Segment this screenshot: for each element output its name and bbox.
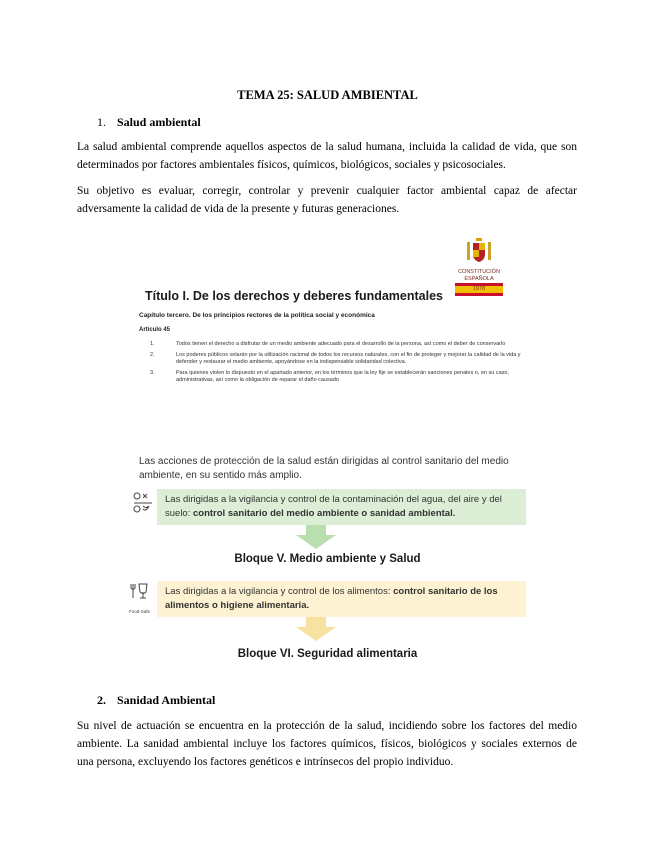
text-line: ambiente. La sanidad ambiental incluye los factores químicos, físicos, biológicos y sociales externos de [77,738,577,750]
text-line: determinados por factores ambientales físicos, químicos, biológicos, sociales y psicosociales. [77,159,506,171]
food-control-box [157,581,526,617]
coat-of-arms-icon [464,238,494,264]
bloque-vi-label: Bloque VI. Seguridad alimentaria [237,648,418,660]
text-line: Su nivel de actuación se encuentra en la protección de la salud, incidiendo sobre los factores del medio [77,720,577,732]
item-number: 1. [150,341,155,347]
box-bold-text: control sanitario de los alimentos o higiene alimentaria. [165,586,498,611]
section-number: 2. [97,693,106,707]
figure-title: Título I. De los derechos y deberes fundamentales [145,289,443,303]
box-text: Las dirigidas a la vigilancia y control de la contaminación del agua, del aire y del suelo: [165,494,502,519]
down-arrow-green-icon [294,525,338,549]
article-item [150,370,530,385]
paragraph-definition [77,138,577,174]
section-heading-text: Sanidad Ambiental [117,693,216,707]
article-item [150,341,530,349]
article-label: Artículo 45 [139,327,171,333]
paragraph-objective [77,182,577,218]
food-safe-caption: Food-Safe [129,609,151,614]
article-item [150,352,530,367]
food-safe-icon [129,582,153,614]
environment-icon [132,491,154,517]
item-text: Los poderes públicos velarán por la utilización racional de todos los recursos naturales, con el fin de proteger y mejorar la calidad de la vida y defender y restaurar el medio ambiente, apoyándose en la indispensable solidaridad colectiva. [176,351,521,365]
box-bold-text: control sanitario del medio ambiente o sanidad ambiental. [193,508,456,519]
down-arrow-yellow-icon [294,617,338,641]
figure-intro: Las acciones de protección de la salud están dirigidas al control sanitario del medio ambiente, en su sentido más amplio. [139,456,509,481]
flag-stripe [455,293,503,296]
section-number: 1. [97,115,106,129]
section-1-heading [97,115,201,130]
constitution-crest [455,238,503,296]
item-number: 3. [150,369,155,376]
section-heading-text: Salud ambiental [117,115,201,129]
item-text: Para quienes violen lo dispuesto en el apartado anterior, en los términos que la ley fije se establecerán sanciones penales o, en su caso, administrativas, así como la obligación de reparar el daño causado [176,369,509,383]
item-text: Todos tienen el derecho a disfrutar de un medio ambiente adecuado para el desarrollo de la persona, así como el deber de conservarlo [176,341,506,347]
section-2-heading [97,693,215,708]
paragraph-sanidad [77,717,577,771]
document-title: TEMA 25: SALUD AMBIENTAL [237,88,418,102]
box-text: Las dirigidas a la vigilancia y control de los alimentos: [165,586,394,597]
text-line: una persona, excluyendo los factores genéticos e intrínsecos del propio individuo. [77,756,454,768]
crest-text-1: CONSTITUCIÓN [458,269,500,275]
text-line: Su objetivo es evaluar, corregir, controlar y prevenir cualquier factor ambiental capaz de afectar [77,185,577,197]
text-line: adversamente la calidad de vida de la presente y futuras generaciones. [77,203,400,215]
article-items [150,341,530,388]
item-number: 2. [150,351,155,358]
crest-year: 1978 [455,286,503,293]
text-line: La salud ambiental comprende aquellos aspectos de la salud humana, incluida la calidad de vida, que son [77,141,577,153]
crest-text-2: ESPAÑOLA [464,276,494,282]
environment-control-box [157,489,526,525]
figure-subtitle: Capítulo tercero. De los principios rectores de la política social y económica [139,312,375,319]
bloque-v-label: Bloque V. Medio ambiente y Salud [234,553,421,565]
